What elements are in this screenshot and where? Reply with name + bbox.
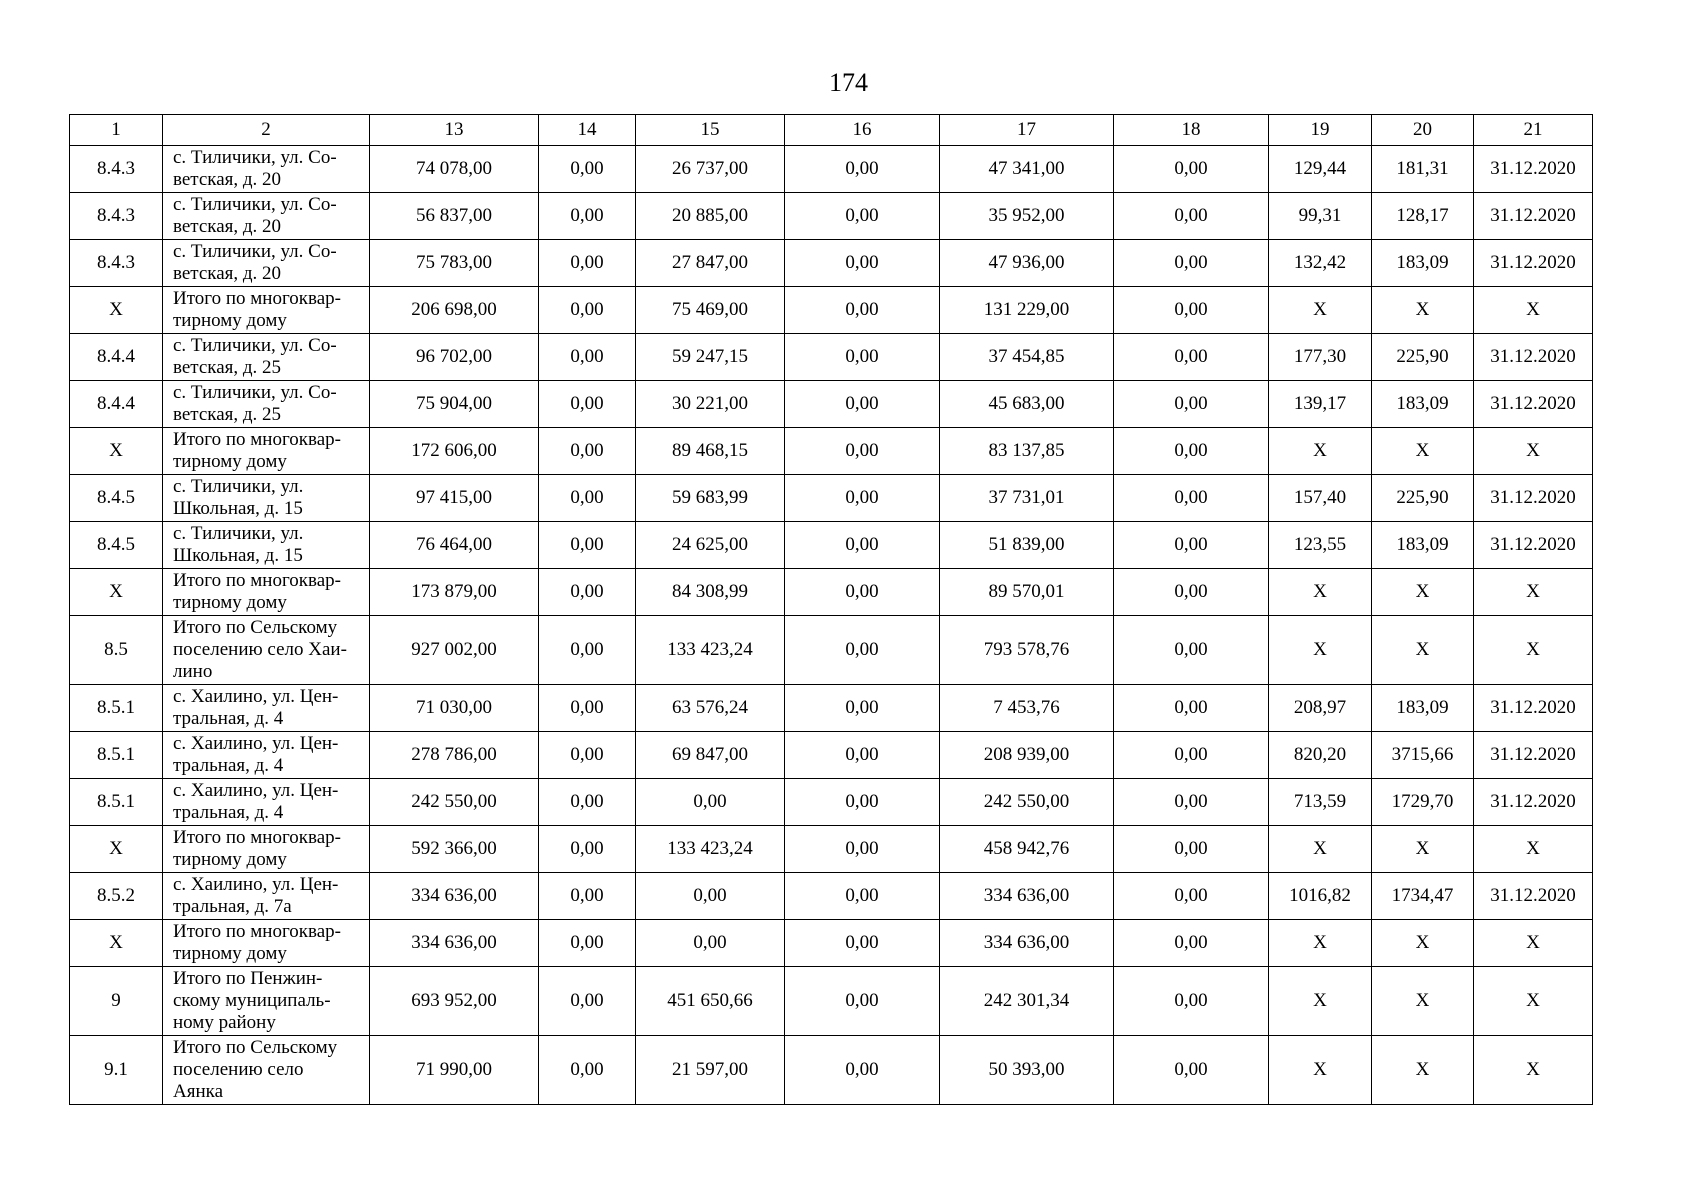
table-row — [70, 616, 1593, 685]
cell-col-16: 0,00 — [785, 873, 940, 920]
table-row — [70, 873, 1593, 920]
cell-col-1: 8.5.1 — [70, 685, 163, 732]
cell-col-1: 8.4.5 — [70, 522, 163, 569]
cell-description — [163, 1036, 370, 1105]
table-row — [70, 334, 1593, 381]
cell-col-17: 89 570,01 — [940, 569, 1114, 616]
cell-col-1: 8.5.1 — [70, 732, 163, 779]
cell-description — [163, 732, 370, 779]
cell-col-20: 225,90 — [1372, 334, 1474, 381]
cell-col-19: X — [1269, 967, 1372, 1036]
cell-description-line: Аянка — [173, 1081, 224, 1102]
cell-col-20: 183,09 — [1372, 240, 1474, 287]
cell-col-16: 0,00 — [785, 287, 940, 334]
cell-col-15: 21 597,00 — [636, 1036, 785, 1105]
cell-description-line: Итого по Сельскому — [173, 1037, 338, 1058]
cell-col-16: 0,00 — [785, 616, 940, 685]
cell-col-1: X — [70, 428, 163, 475]
table-row — [70, 381, 1593, 428]
cell-col-16: 0,00 — [785, 428, 940, 475]
cell-col-16: 0,00 — [785, 475, 940, 522]
cell-col-21: X — [1474, 826, 1593, 873]
cell-col-15: 451 650,66 — [636, 967, 785, 1036]
cell-description-line: с. Тиличики, ул. Со- — [173, 147, 337, 168]
table-row — [70, 193, 1593, 240]
cell-col-16: 0,00 — [785, 522, 940, 569]
table-row — [70, 779, 1593, 826]
cell-description — [163, 428, 370, 475]
cell-col-18: 0,00 — [1114, 826, 1269, 873]
cell-col-14: 0,00 — [539, 873, 636, 920]
cell-col-14: 0,00 — [539, 616, 636, 685]
cell-col-14: 0,00 — [539, 967, 636, 1036]
cell-col-17: 334 636,00 — [940, 920, 1114, 967]
cell-col-1: X — [70, 287, 163, 334]
cell-description — [163, 381, 370, 428]
cell-col-13: 96 702,00 — [370, 334, 539, 381]
cell-col-15: 27 847,00 — [636, 240, 785, 287]
cell-description-line: с. Тиличики, ул. Со- — [173, 382, 337, 403]
cell-col-15: 24 625,00 — [636, 522, 785, 569]
cell-description-line: тральная, д. 4 — [173, 802, 284, 823]
cell-col-16: 0,00 — [785, 779, 940, 826]
cell-col-21: X — [1474, 287, 1593, 334]
cell-col-15: 20 885,00 — [636, 193, 785, 240]
cell-col-19: 1016,82 — [1269, 873, 1372, 920]
cell-col-15: 59 683,99 — [636, 475, 785, 522]
cell-col-15: 0,00 — [636, 873, 785, 920]
cell-description-line: поселению село — [173, 1059, 304, 1080]
cell-col-21: 31.12.2020 — [1474, 873, 1593, 920]
cell-col-14: 0,00 — [539, 569, 636, 616]
cell-col-20: X — [1372, 287, 1474, 334]
cell-description-line: с. Тиличики, ул. Со- — [173, 241, 337, 262]
cell-col-13: 693 952,00 — [370, 967, 539, 1036]
cell-col-1: 9 — [70, 967, 163, 1036]
cell-col-18: 0,00 — [1114, 193, 1269, 240]
cell-col-19: 129,44 — [1269, 146, 1372, 193]
cell-col-17: 50 393,00 — [940, 1036, 1114, 1105]
cell-col-19: X — [1269, 1036, 1372, 1105]
cell-col-16: 0,00 — [785, 569, 940, 616]
cell-col-21: 31.12.2020 — [1474, 193, 1593, 240]
table-row — [70, 685, 1593, 732]
cell-col-17: 83 137,85 — [940, 428, 1114, 475]
cell-col-17: 45 683,00 — [940, 381, 1114, 428]
table-row — [70, 146, 1593, 193]
cell-description-line: тральная, д. 7а — [173, 896, 292, 917]
cell-description-line: тирному дому — [173, 451, 287, 472]
cell-col-20: 1729,70 — [1372, 779, 1474, 826]
cell-col-14: 0,00 — [539, 475, 636, 522]
cell-col-17: 7 453,76 — [940, 685, 1114, 732]
cell-col-1: 8.5.2 — [70, 873, 163, 920]
cell-col-21: 31.12.2020 — [1474, 381, 1593, 428]
cell-col-15: 0,00 — [636, 920, 785, 967]
cell-description — [163, 873, 370, 920]
cell-col-19: X — [1269, 569, 1372, 616]
cell-col-16: 0,00 — [785, 193, 940, 240]
cell-col-17: 37 454,85 — [940, 334, 1114, 381]
table-row — [70, 287, 1593, 334]
cell-description-line: Итого по многоквар- — [173, 570, 341, 591]
cell-col-21: 31.12.2020 — [1474, 522, 1593, 569]
cell-description — [163, 569, 370, 616]
table-row — [70, 1036, 1593, 1105]
cell-col-20: 225,90 — [1372, 475, 1474, 522]
cell-col-13: 173 879,00 — [370, 569, 539, 616]
column-header: 14 — [539, 115, 636, 146]
cell-col-16: 0,00 — [785, 334, 940, 381]
cell-col-19: X — [1269, 616, 1372, 685]
cell-col-21: X — [1474, 920, 1593, 967]
cell-description-line: ветская, д. 25 — [173, 404, 282, 425]
cell-col-13: 592 366,00 — [370, 826, 539, 873]
cell-col-19: 139,17 — [1269, 381, 1372, 428]
cell-col-19: 99,31 — [1269, 193, 1372, 240]
cell-col-18: 0,00 — [1114, 287, 1269, 334]
cell-description-line: с. Тиличики, ул. — [173, 476, 304, 497]
cell-col-19: X — [1269, 920, 1372, 967]
cell-col-20: X — [1372, 967, 1474, 1036]
cell-col-18: 0,00 — [1114, 873, 1269, 920]
cell-col-18: 0,00 — [1114, 146, 1269, 193]
cell-col-13: 75 783,00 — [370, 240, 539, 287]
cell-col-21: 31.12.2020 — [1474, 732, 1593, 779]
header-row — [70, 115, 1593, 146]
column-header: 15 — [636, 115, 785, 146]
cell-col-19: 132,42 — [1269, 240, 1372, 287]
column-header: 13 — [370, 115, 539, 146]
cell-description-line: поселению село Хаи- — [173, 639, 347, 660]
cell-col-15: 133 423,24 — [636, 616, 785, 685]
cell-col-18: 0,00 — [1114, 428, 1269, 475]
cell-col-14: 0,00 — [539, 1036, 636, 1105]
cell-col-18: 0,00 — [1114, 240, 1269, 287]
table-body — [70, 146, 1593, 1105]
cell-col-17: 131 229,00 — [940, 287, 1114, 334]
cell-col-1: 8.4.4 — [70, 381, 163, 428]
cell-col-19: X — [1269, 287, 1372, 334]
cell-col-17: 208 939,00 — [940, 732, 1114, 779]
cell-col-18: 0,00 — [1114, 920, 1269, 967]
table-row — [70, 967, 1593, 1036]
cell-description-line: ветская, д. 20 — [173, 169, 282, 190]
table-row — [70, 732, 1593, 779]
cell-description — [163, 240, 370, 287]
cell-col-18: 0,00 — [1114, 381, 1269, 428]
cell-col-14: 0,00 — [539, 287, 636, 334]
cell-col-20: X — [1372, 826, 1474, 873]
cell-description-line: с. Тиличики, ул. — [173, 523, 304, 544]
cell-col-13: 97 415,00 — [370, 475, 539, 522]
cell-col-15: 84 308,99 — [636, 569, 785, 616]
cell-col-1: 9.1 — [70, 1036, 163, 1105]
cell-col-14: 0,00 — [539, 920, 636, 967]
cell-description — [163, 193, 370, 240]
column-header: 1 — [70, 115, 163, 146]
cell-description-line: с. Хаилино, ул. Цен- — [173, 686, 339, 707]
cell-col-1: 8.5 — [70, 616, 163, 685]
cell-col-13: 76 464,00 — [370, 522, 539, 569]
cell-col-1: X — [70, 826, 163, 873]
table-row — [70, 569, 1593, 616]
cell-col-18: 0,00 — [1114, 334, 1269, 381]
cell-description — [163, 334, 370, 381]
table-row — [70, 826, 1593, 873]
cell-col-17: 47 341,00 — [940, 146, 1114, 193]
cell-col-16: 0,00 — [785, 381, 940, 428]
cell-col-15: 26 737,00 — [636, 146, 785, 193]
cell-col-13: 71 990,00 — [370, 1036, 539, 1105]
cell-col-21: 31.12.2020 — [1474, 685, 1593, 732]
cell-col-15: 30 221,00 — [636, 381, 785, 428]
cell-col-17: 51 839,00 — [940, 522, 1114, 569]
cell-col-20: X — [1372, 428, 1474, 475]
cell-description-line: Итого по многоквар- — [173, 921, 341, 942]
cell-col-14: 0,00 — [539, 685, 636, 732]
cell-col-21: 31.12.2020 — [1474, 146, 1593, 193]
cell-col-1: 8.4.3 — [70, 193, 163, 240]
cell-col-20: X — [1372, 569, 1474, 616]
cell-col-16: 0,00 — [785, 685, 940, 732]
cell-description-line: ветская, д. 25 — [173, 357, 282, 378]
cell-col-1: X — [70, 920, 163, 967]
cell-col-17: 35 952,00 — [940, 193, 1114, 240]
cell-description — [163, 779, 370, 826]
cell-col-21: X — [1474, 428, 1593, 475]
cell-col-17: 458 942,76 — [940, 826, 1114, 873]
cell-col-13: 75 904,00 — [370, 381, 539, 428]
cell-description-line: тирному дому — [173, 592, 287, 613]
cell-description-line: лино — [173, 661, 213, 682]
cell-description-line: с. Тиличики, ул. Со- — [173, 194, 337, 215]
cell-col-13: 172 606,00 — [370, 428, 539, 475]
cell-description — [163, 616, 370, 685]
cell-description — [163, 967, 370, 1036]
cell-col-16: 0,00 — [785, 920, 940, 967]
cell-description-line: тирному дому — [173, 849, 287, 870]
page-number: 174 — [829, 68, 868, 97]
column-header: 17 — [940, 115, 1114, 146]
cell-col-19: 157,40 — [1269, 475, 1372, 522]
cell-col-16: 0,00 — [785, 1036, 940, 1105]
cell-col-20: 183,09 — [1372, 685, 1474, 732]
cell-col-20: X — [1372, 920, 1474, 967]
cell-col-18: 0,00 — [1114, 732, 1269, 779]
cell-col-19: 208,97 — [1269, 685, 1372, 732]
cell-col-19: 123,55 — [1269, 522, 1372, 569]
cell-col-20: 181,31 — [1372, 146, 1474, 193]
cell-col-13: 56 837,00 — [370, 193, 539, 240]
cell-col-1: 8.4.3 — [70, 146, 163, 193]
cell-col-13: 927 002,00 — [370, 616, 539, 685]
column-header: 18 — [1114, 115, 1269, 146]
cell-description — [163, 475, 370, 522]
cell-col-15: 0,00 — [636, 779, 785, 826]
cell-description — [163, 287, 370, 334]
cell-col-1: 8.4.5 — [70, 475, 163, 522]
cell-col-21: X — [1474, 967, 1593, 1036]
cell-col-18: 0,00 — [1114, 522, 1269, 569]
cell-col-18: 0,00 — [1114, 1036, 1269, 1105]
cell-description-line: скому муниципаль- — [173, 990, 331, 1011]
cell-col-17: 37 731,01 — [940, 475, 1114, 522]
cell-col-19: 177,30 — [1269, 334, 1372, 381]
cell-description — [163, 920, 370, 967]
cell-description-line: Школьная, д. 15 — [173, 545, 303, 566]
cell-col-1: 8.5.1 — [70, 779, 163, 826]
cell-col-18: 0,00 — [1114, 967, 1269, 1036]
column-header: 16 — [785, 115, 940, 146]
cell-col-20: X — [1372, 616, 1474, 685]
table-row — [70, 240, 1593, 287]
data-table — [69, 114, 1593, 1105]
cell-col-21: 31.12.2020 — [1474, 240, 1593, 287]
cell-col-16: 0,00 — [785, 732, 940, 779]
cell-description-line: ветская, д. 20 — [173, 216, 282, 237]
cell-col-16: 0,00 — [785, 240, 940, 287]
column-header: 20 — [1372, 115, 1474, 146]
cell-col-14: 0,00 — [539, 381, 636, 428]
cell-col-16: 0,00 — [785, 146, 940, 193]
cell-description-line: с. Хаилино, ул. Цен- — [173, 874, 339, 895]
cell-col-14: 0,00 — [539, 240, 636, 287]
cell-col-20: 183,09 — [1372, 522, 1474, 569]
column-header: 19 — [1269, 115, 1372, 146]
cell-col-17: 242 550,00 — [940, 779, 1114, 826]
cell-col-20: 128,17 — [1372, 193, 1474, 240]
cell-col-20: 1734,47 — [1372, 873, 1474, 920]
cell-col-14: 0,00 — [539, 428, 636, 475]
cell-col-15: 59 247,15 — [636, 334, 785, 381]
cell-col-16: 0,00 — [785, 967, 940, 1036]
cell-col-13: 278 786,00 — [370, 732, 539, 779]
cell-description-line: тральная, д. 4 — [173, 755, 284, 776]
cell-col-14: 0,00 — [539, 193, 636, 240]
cell-description — [163, 522, 370, 569]
table-row — [70, 522, 1593, 569]
cell-col-17: 793 578,76 — [940, 616, 1114, 685]
cell-col-18: 0,00 — [1114, 569, 1269, 616]
column-header: 2 — [163, 115, 370, 146]
cell-description — [163, 826, 370, 873]
cell-col-19: X — [1269, 428, 1372, 475]
cell-description-line: с. Тиличики, ул. Со- — [173, 335, 337, 356]
cell-description-line: ному району — [173, 1012, 276, 1033]
cell-col-17: 334 636,00 — [940, 873, 1114, 920]
cell-col-13: 334 636,00 — [370, 873, 539, 920]
cell-col-14: 0,00 — [539, 779, 636, 826]
cell-col-21: 31.12.2020 — [1474, 475, 1593, 522]
cell-description-line: тральная, д. 4 — [173, 708, 284, 729]
cell-col-13: 71 030,00 — [370, 685, 539, 732]
cell-col-14: 0,00 — [539, 334, 636, 381]
cell-col-18: 0,00 — [1114, 616, 1269, 685]
cell-col-20: 3715,66 — [1372, 732, 1474, 779]
cell-description-line: тирному дому — [173, 943, 287, 964]
cell-col-13: 206 698,00 — [370, 287, 539, 334]
cell-col-15: 133 423,24 — [636, 826, 785, 873]
cell-col-1: X — [70, 569, 163, 616]
cell-col-21: X — [1474, 616, 1593, 685]
cell-col-19: 820,20 — [1269, 732, 1372, 779]
cell-col-15: 75 469,00 — [636, 287, 785, 334]
cell-col-17: 47 936,00 — [940, 240, 1114, 287]
cell-description-line: с. Хаилино, ул. Цен- — [173, 733, 339, 754]
cell-col-17: 242 301,34 — [940, 967, 1114, 1036]
cell-description-line: Итого по Сельскому — [173, 617, 338, 638]
cell-description — [163, 146, 370, 193]
table-row — [70, 475, 1593, 522]
cell-col-15: 69 847,00 — [636, 732, 785, 779]
cell-col-21: 31.12.2020 — [1474, 334, 1593, 381]
table-row — [70, 428, 1593, 475]
cell-col-18: 0,00 — [1114, 475, 1269, 522]
cell-description-line: Итого по многоквар- — [173, 827, 341, 848]
cell-col-15: 89 468,15 — [636, 428, 785, 475]
cell-col-20: 183,09 — [1372, 381, 1474, 428]
cell-col-14: 0,00 — [539, 522, 636, 569]
cell-col-18: 0,00 — [1114, 685, 1269, 732]
cell-col-21: X — [1474, 569, 1593, 616]
cell-col-15: 63 576,24 — [636, 685, 785, 732]
cell-col-1: 8.4.4 — [70, 334, 163, 381]
cell-col-14: 0,00 — [539, 826, 636, 873]
cell-description-line: ветская, д. 20 — [173, 263, 282, 284]
cell-col-18: 0,00 — [1114, 779, 1269, 826]
cell-description-line: Итого по Пенжин- — [173, 968, 323, 989]
cell-description-line: Итого по многоквар- — [173, 288, 341, 309]
cell-col-21: 31.12.2020 — [1474, 779, 1593, 826]
cell-col-14: 0,00 — [539, 146, 636, 193]
cell-col-16: 0,00 — [785, 826, 940, 873]
cell-description-line: Школьная, д. 15 — [173, 498, 303, 519]
cell-description-line: тирному дому — [173, 310, 287, 331]
cell-col-19: X — [1269, 826, 1372, 873]
cell-description — [163, 685, 370, 732]
column-header: 21 — [1474, 115, 1593, 146]
cell-col-13: 334 636,00 — [370, 920, 539, 967]
cell-description-line: Итого по многоквар- — [173, 429, 341, 450]
cell-col-1: 8.4.3 — [70, 240, 163, 287]
cell-col-20: X — [1372, 1036, 1474, 1105]
cell-col-19: 713,59 — [1269, 779, 1372, 826]
cell-description-line: с. Хаилино, ул. Цен- — [173, 780, 339, 801]
table-row — [70, 920, 1593, 967]
cell-col-14: 0,00 — [539, 732, 636, 779]
cell-col-13: 74 078,00 — [370, 146, 539, 193]
cell-col-21: X — [1474, 1036, 1593, 1105]
cell-col-13: 242 550,00 — [370, 779, 539, 826]
